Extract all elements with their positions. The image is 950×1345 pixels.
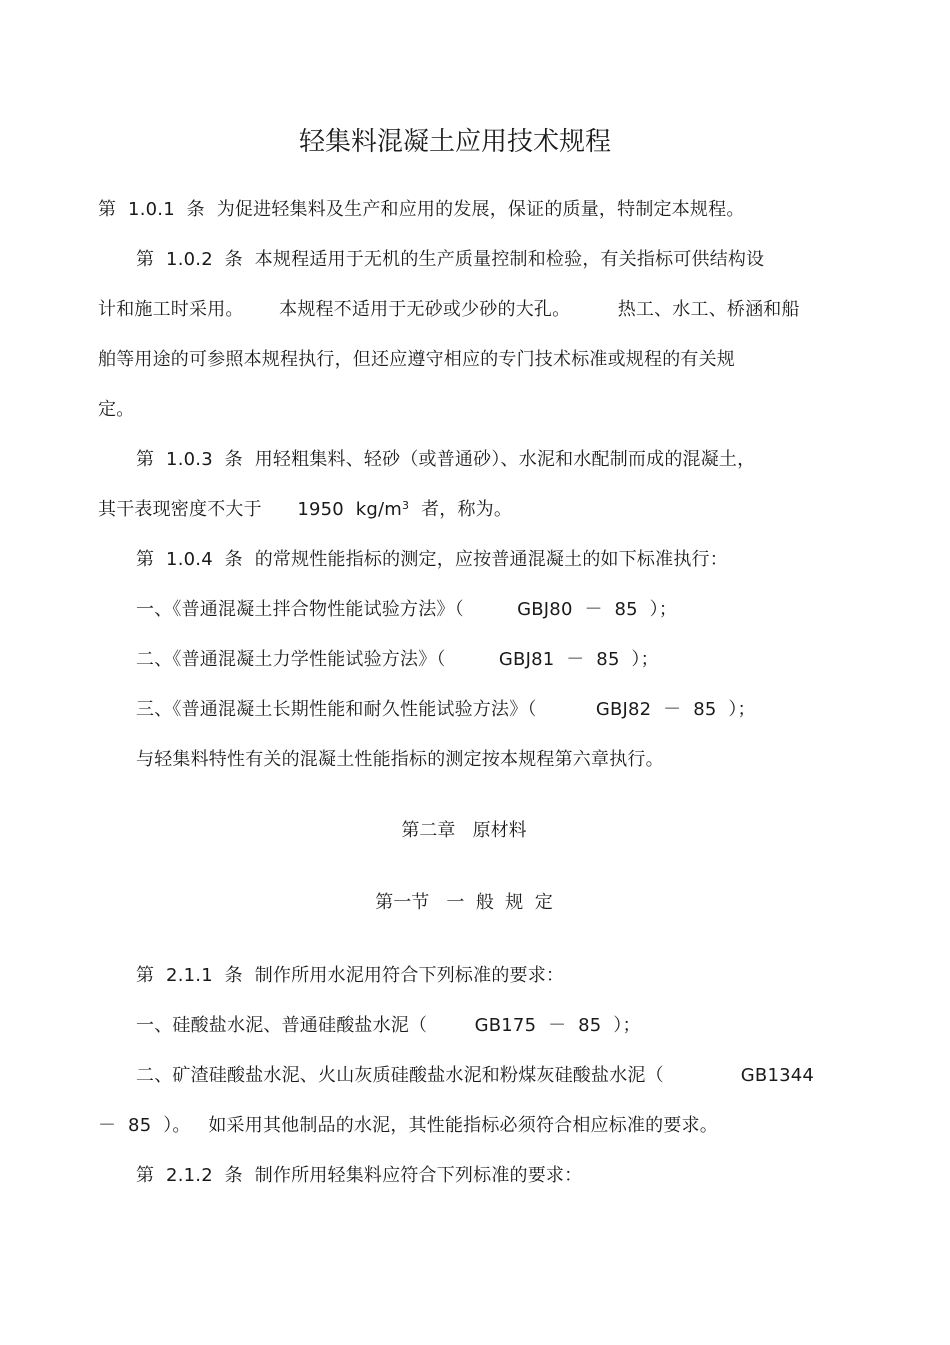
standard-item-3: 三、《普通混凝土长期性能和耐久性能试验方法》（ GBJ82 － 85 ）； [136, 699, 756, 720]
article-1-0-3: 第 1.0.3 条 用轻粗集料、轻砂（或普通砂）、水泥和水配制而成的混凝土， [136, 449, 756, 470]
cement-item-2-cont: － 85 ）。 如采用其他制品的水泥，其性能指标必须符合相应标准的要求。 [98, 1115, 718, 1136]
article-1-0-4: 第 1.0.4 条 的常规性能指标的测定，应按普通混凝土的如下标准执行： [136, 549, 728, 570]
article-1-0-1: 第 1.0.1 条 为促进轻集料及生产和应用的发展，保证的质量，特制定本规程。 [98, 199, 745, 220]
article-1-0-2-cont-3: 定。 [98, 399, 135, 420]
article-1-0-4-note: 与轻集料特性有关的混凝土性能指标的测定按本规程第六章执行。 [136, 749, 664, 770]
standard-item-2: 二、《普通混凝土力学性能试验方法》（ GBJ81 － 85 ）； [136, 649, 659, 670]
article-2-1-1: 第 2.1.1 条 制作所用水泥用符合下列标准的要求： [136, 965, 565, 986]
article-2-1-2: 第 2.1.2 条 制作所用轻集料应符合下列标准的要求： [136, 1165, 583, 1186]
article-1-0-2: 第 1.0.2 条 本规程适用于无机的生产质量控制和检验，有关指标可供结构设 [136, 249, 765, 270]
density-suffix: 者，称为。 [409, 499, 513, 520]
density-prefix: 其干表现密度不大于 1950 kg/m [98, 499, 403, 520]
density-exponent: 3 [402, 499, 410, 512]
standard-item-1: 一、《普通混凝土拌合物性能试验方法》（ GBJ80 － 85 ）； [136, 599, 678, 620]
document-title: 轻集料混凝土应用技术规程 [298, 127, 611, 157]
density-line [98, 498, 512, 522]
article-1-0-2-cont-1: 计和施工时采用。 本规程不适用于无砂或少砂的大孔。 热工、水工、桥涵和船 [98, 299, 800, 320]
article-1-0-2-cont-2: 舶等用途的可参照本规程执行，但还应遵守相应的专门技术标准或规程的有关规 [98, 349, 735, 370]
cement-item-2: 二、矿渣硅酸盐水泥、火山灰质硅酸盐水泥和粉煤灰硅酸盐水泥（ GB1344 [136, 1065, 815, 1086]
chapter-2-heading: 第二章 原材料 [401, 820, 527, 841]
section-1-heading: 第一节 一 般 规 定 [375, 892, 553, 913]
cement-item-1: 一、硅酸盐水泥、普通硅酸盐水泥（ GB175 － 85 ）； [136, 1015, 641, 1036]
